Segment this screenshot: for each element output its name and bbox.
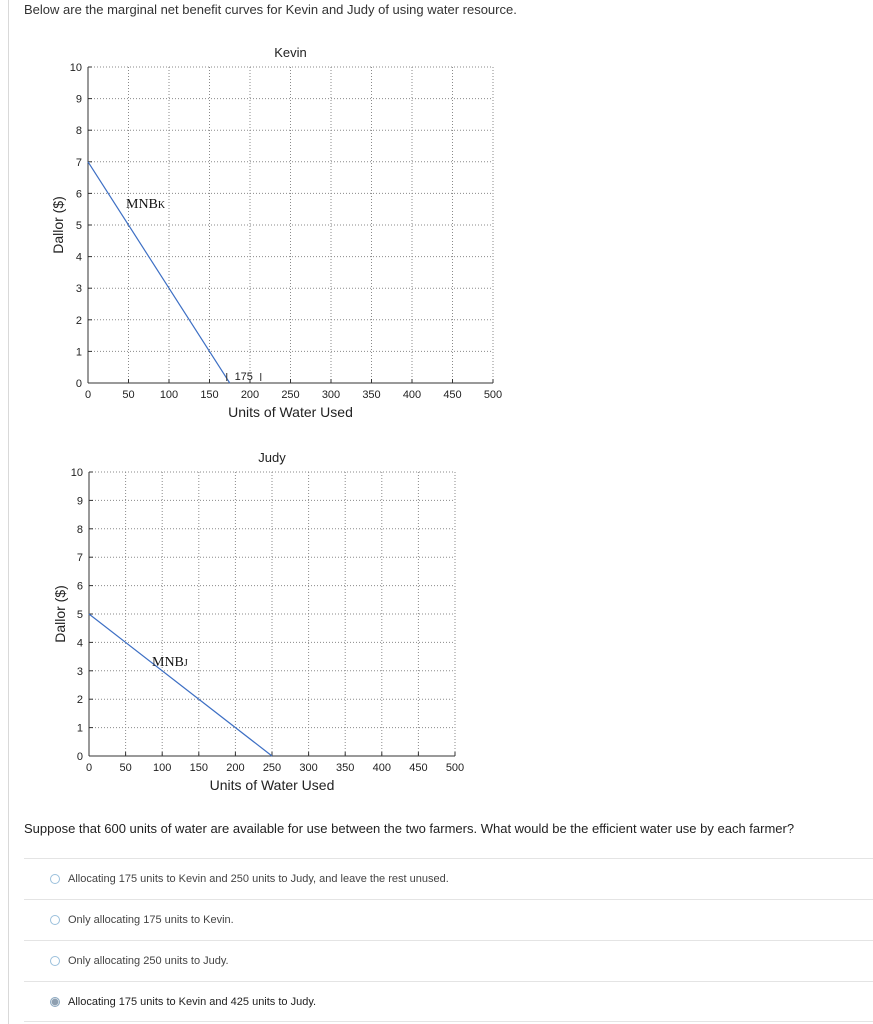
mnb-curve (89, 614, 272, 756)
x-tick-label: 500 (483, 389, 503, 401)
x-tick-label: 50 (122, 389, 135, 401)
y-tick-label: 7 (76, 552, 83, 565)
kevin-chart (0, 36, 530, 428)
radio-button[interactable] (50, 997, 60, 1007)
option-label: Allocating 175 units to Kevin and 425 units to Judy. (68, 995, 317, 1008)
curve-label-subscript: K (157, 200, 166, 211)
curve-label-main: MNB (126, 197, 158, 212)
answer-options (24, 858, 873, 1022)
y-tick-label: 3 (75, 283, 82, 296)
y-tick-label: 6 (76, 580, 83, 593)
curve-label (126, 197, 166, 212)
option-label: Only allocating 175 units to Kevin. (68, 914, 234, 926)
y-tick-label: 7 (75, 156, 82, 169)
x-tick-label: 450 (443, 389, 462, 401)
option-label: Only allocating 250 units to Judy. (68, 955, 229, 967)
y-tick-label: 5 (76, 609, 83, 621)
y-tick-label: 3 (76, 665, 83, 678)
x-tick-label: 200 (226, 762, 245, 774)
chart-title: Judy (258, 450, 286, 465)
x-axis-label: Units of Water Used (228, 404, 353, 420)
y-tick-label: 6 (75, 188, 82, 201)
x-tick-label: 0 (85, 762, 93, 774)
x-tick-label: 300 (299, 762, 318, 774)
chart-title: Kevin (274, 45, 307, 60)
y-tick-label: 0 (76, 751, 83, 763)
y-tick-label: 10 (69, 62, 82, 74)
answer-option[interactable] (24, 981, 873, 1022)
x-tick-label: 150 (189, 762, 208, 774)
intro-text: Below are the marginal net benefit curves for Kevin and Judy of using water resource. (24, 2, 517, 17)
answer-option[interactable] (24, 940, 873, 981)
question-text: Suppose that 600 units of water are available for use between the two farmers. What would be the efficient water use by each farmer? (24, 821, 795, 836)
answer-option[interactable] (24, 899, 873, 940)
x-tick-label: 100 (153, 762, 172, 774)
y-tick-label: 1 (75, 346, 82, 359)
x-tick-label: 350 (336, 762, 355, 774)
y-tick-label: 4 (76, 637, 83, 650)
y-tick-label: 10 (70, 467, 83, 479)
curve-label-main: MNB (152, 655, 184, 670)
x-tick-label: 150 (200, 389, 219, 401)
y-tick-label: 5 (75, 220, 82, 232)
radio-button[interactable] (50, 956, 60, 966)
x-tick-label: 200 (240, 389, 260, 401)
x-tick-label: 400 (402, 389, 422, 401)
radio-button[interactable] (50, 915, 60, 925)
curve-label (152, 655, 188, 670)
y-tick-label: 9 (76, 495, 83, 508)
x-tick-label: 350 (362, 389, 381, 401)
radio-button[interactable] (50, 874, 60, 884)
y-tick-label: 9 (75, 93, 82, 106)
option-label: Allocating 175 units to Kevin and 250 units to Judy, and leave the rest unused. (68, 873, 449, 885)
y-tick-label: 4 (75, 251, 82, 264)
intercept-annotation: 175 (234, 371, 253, 383)
x-tick-label: 0 (84, 389, 92, 401)
x-tick-label: 450 (409, 762, 428, 774)
y-tick-label: 8 (76, 523, 83, 536)
x-tick-label: 500 (445, 762, 465, 774)
answer-option[interactable] (24, 858, 873, 899)
y-tick-label: 2 (75, 314, 82, 327)
y-tick-label: 8 (75, 125, 82, 138)
y-axis-label: Dallor ($) (50, 196, 66, 254)
y-axis-label: Dallor ($) (52, 585, 68, 643)
x-tick-label: 250 (281, 389, 300, 401)
judy-chart (0, 444, 500, 800)
curve-label-subscript: J (183, 658, 188, 669)
y-tick-label: 2 (76, 694, 83, 707)
x-tick-label: 50 (119, 762, 132, 774)
y-tick-label: 0 (75, 378, 82, 390)
x-tick-label: 400 (372, 762, 391, 774)
x-axis-label: Units of Water Used (209, 777, 335, 793)
mnb-curve (88, 162, 230, 383)
y-tick-label: 1 (76, 722, 83, 735)
x-tick-label: 300 (321, 389, 341, 401)
x-tick-label: 100 (159, 389, 179, 401)
x-tick-label: 250 (262, 762, 282, 774)
